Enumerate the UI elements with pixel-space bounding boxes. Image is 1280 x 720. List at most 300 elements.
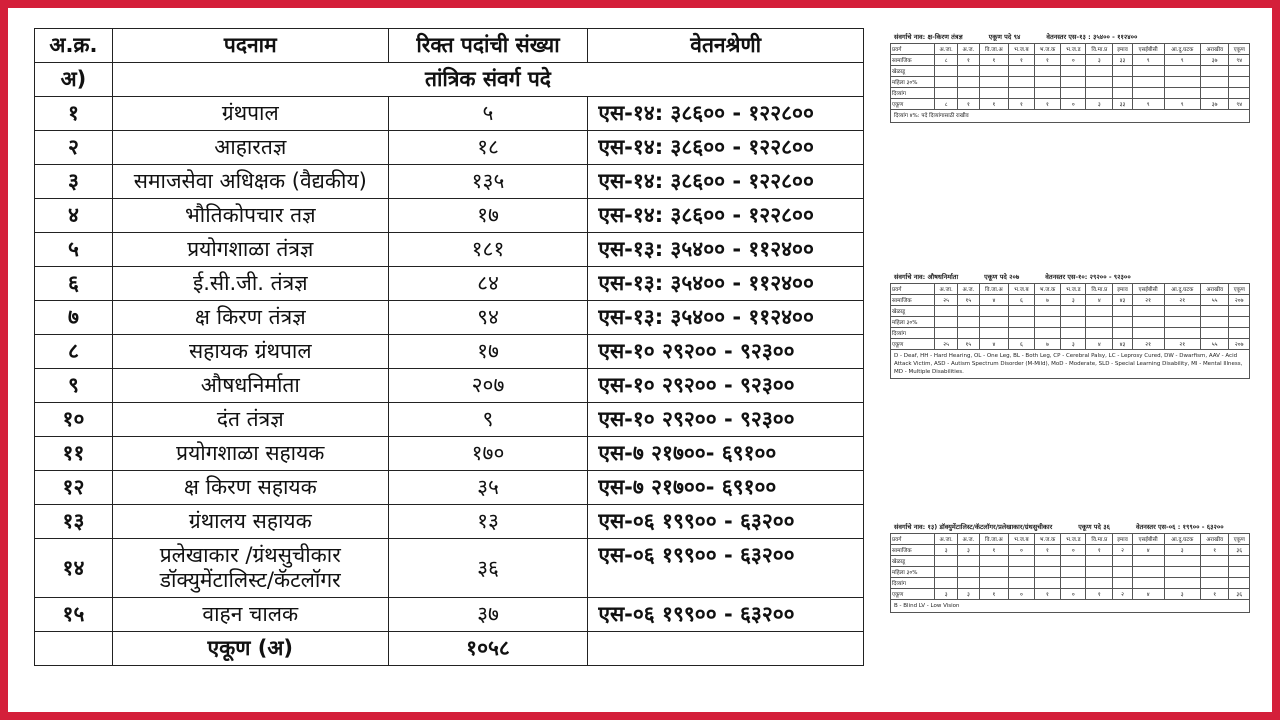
doc-header-text: संवर्गाचे नाव: औषधनिर्माता: [894, 273, 959, 281]
reservation-row: [891, 556, 1250, 567]
reservation-cell: ९: [1164, 55, 1200, 66]
reservation-col-header: भ.ज.ड: [1061, 44, 1086, 55]
reservation-cell: [1009, 578, 1034, 589]
reservation-cell: [979, 77, 1009, 88]
reservation-cell: [1229, 556, 1250, 567]
reservation-cell: ३३: [1113, 99, 1132, 110]
serial-number: १२: [35, 471, 113, 505]
reservation-cell: [1034, 578, 1061, 589]
reservation-cell: ४: [979, 339, 1009, 350]
reservation-cell: [1086, 556, 1113, 567]
reservation-cell: [935, 567, 958, 578]
post-name: [112, 199, 388, 233]
reservation-cell: खेळाडू: [891, 306, 935, 317]
reservation-cell: [1132, 567, 1164, 578]
post-name-line: ग्रंथालय सहायक: [188, 509, 312, 533]
reservation-cell: खेळाडू: [891, 556, 935, 567]
reservation-cell: १: [979, 589, 1009, 600]
reservation-col-header: प्रवर्ग: [891, 534, 935, 545]
post-name-line: दंत तंत्रज्ञ: [216, 407, 284, 431]
reservation-cell: [1229, 317, 1250, 328]
serial-number: ३: [35, 165, 113, 199]
reservation-cell: [958, 556, 979, 567]
vacancy-count: १३: [388, 505, 588, 539]
serial-number: २: [35, 131, 113, 165]
reservation-cell: [935, 328, 958, 339]
reservation-cell: ३६: [1229, 545, 1250, 556]
reservation-table: [890, 43, 1250, 110]
pay-scale: एस-१४: ३८६०० - १२२८००: [588, 165, 864, 199]
reservation-cell: [1132, 88, 1164, 99]
reservation-col-header: एसईबीसी: [1132, 44, 1164, 55]
reservation-col-header: अ.जा.: [935, 534, 958, 545]
vacancy-count: ३५: [388, 471, 588, 505]
reservation-cell: [1132, 66, 1164, 77]
serial-number: ६: [35, 267, 113, 301]
reservation-cell: [1200, 88, 1229, 99]
reservation-cell: [1009, 317, 1034, 328]
reservation-col-header: वि.जा.अ: [979, 534, 1009, 545]
reservation-cell: ९: [1132, 99, 1164, 110]
reservation-cell: [1061, 578, 1086, 589]
reservation-cell: [1034, 66, 1061, 77]
post-name: [112, 131, 388, 165]
reservation-cell: २१: [1132, 295, 1164, 306]
reservation-cell: [1061, 306, 1086, 317]
reservation-cell: ६: [1009, 295, 1034, 306]
reservation-cell: महिला ३०%: [891, 317, 935, 328]
vacancy-count: १७०: [388, 437, 588, 471]
reservation-cell: [1086, 328, 1113, 339]
reservation-cell: एकूण: [891, 99, 935, 110]
reservation-col-header: इमाव: [1113, 534, 1132, 545]
reservation-cell: [1086, 66, 1113, 77]
doc-header: [890, 30, 1250, 43]
post-name: [112, 233, 388, 267]
doc-header-text: एकूण पदे ९४: [988, 33, 1021, 41]
reservation-cell: [1009, 306, 1034, 317]
reservation-cell: ०: [1061, 589, 1086, 600]
reservation-cell: [1200, 317, 1229, 328]
reservation-col-header: भ.ज.ब: [1009, 534, 1034, 545]
reservation-cell: [1061, 77, 1086, 88]
doc-note: दिव्यांग ४%: पदे दिव्यांगासाठी राखीव: [890, 110, 1250, 123]
doc-header-text: एकूण पदे २०७: [984, 273, 1020, 281]
reservation-cell: [1061, 66, 1086, 77]
reservation-col-header: एसईबीसी: [1132, 284, 1164, 295]
reservation-cell: [1229, 578, 1250, 589]
pay-scale: एस-१३: ३५४०० - ११२४००: [588, 267, 864, 301]
reservation-cell: [1113, 578, 1132, 589]
reservation-cell: [1061, 567, 1086, 578]
doc-header-text: वेतनस्तर एस-१३ : ३५४०० - ११२४००: [1046, 33, 1138, 41]
reservation-cell: [935, 317, 958, 328]
reservation-cell: [1009, 567, 1034, 578]
table-row: [35, 403, 864, 437]
reservation-col-header: अराखीव: [1200, 534, 1229, 545]
doc-header-text: वेतनस्तर एस-१०: २९२०० - ९२३००: [1045, 273, 1131, 281]
post-name-line: क्ष किरण तंत्रज्ञ: [194, 305, 306, 329]
reservation-cell: [1113, 66, 1132, 77]
doc-header-text: एकूण पदे ३६: [1078, 523, 1110, 531]
reservation-row: [891, 55, 1250, 66]
pay-scale: एस-०६ १९९०० - ६३२००: [588, 505, 864, 539]
table-row: [35, 199, 864, 233]
reservation-cell: ३: [935, 545, 958, 556]
reservation-cell: [1113, 88, 1132, 99]
post-name: [112, 403, 388, 437]
reservation-cell: [1164, 578, 1200, 589]
serial-number: १०: [35, 403, 113, 437]
post-name: [112, 301, 388, 335]
reservation-cell: १: [1034, 55, 1061, 66]
reservation-cell: [1200, 567, 1229, 578]
reservation-cell: २: [1113, 589, 1132, 600]
reservation-col-header: भ.ज.ब: [1009, 284, 1034, 295]
reservation-row: [891, 88, 1250, 99]
reservation-col-header: भ.ज.ड: [1061, 534, 1086, 545]
vacancy-count: ९४: [388, 301, 588, 335]
col-header-vacancies: रिक्त पदांची संख्या: [388, 29, 588, 63]
total-blank: [35, 632, 113, 666]
reservation-cell: दिव्यांग: [891, 88, 935, 99]
table-row: [35, 335, 864, 369]
reservation-cell: २०७: [1229, 295, 1250, 306]
pay-scale: एस-१० २९२०० - ९२३००: [588, 335, 864, 369]
post-name-line: वाहन चालक: [202, 602, 299, 626]
reservation-row: [891, 306, 1250, 317]
reservation-col-header: आ.दु.घटक: [1164, 534, 1200, 545]
post-name-line: ई.सी.जी. तंत्रज्ञ: [192, 271, 308, 295]
reservation-cell: ०: [1061, 99, 1086, 110]
reservation-cell: २५: [935, 339, 958, 350]
pay-scale: एस-१० २९२०० - ९२३००: [588, 403, 864, 437]
reservation-cell: १: [958, 55, 979, 66]
reservation-cell: [1009, 77, 1034, 88]
reservation-col-header: अ.ज.: [958, 44, 979, 55]
vacancy-count: १८१: [388, 233, 588, 267]
reservation-col-header: अ.जा.: [935, 284, 958, 295]
reservation-cell: [1061, 317, 1086, 328]
reservation-cell: [1086, 88, 1113, 99]
reservation-cell: ३: [958, 589, 979, 600]
reservation-cell: [935, 306, 958, 317]
post-name: [112, 539, 388, 598]
reservation-cell: सामाजिक: [891, 545, 935, 556]
reservation-cell: ४: [1132, 589, 1164, 600]
pay-scale: एस-१४: ३८६०० - १२२८००: [588, 131, 864, 165]
post-name-line: आहारतज्ञ: [214, 135, 287, 159]
header-row: [35, 29, 864, 63]
reservation-cell: [1200, 66, 1229, 77]
reservation-cell: १: [1086, 545, 1113, 556]
serial-number: १३: [35, 505, 113, 539]
reservation-cell: [1164, 556, 1200, 567]
reservation-cell: [1034, 77, 1061, 88]
reservation-cell: ५५: [1200, 339, 1229, 350]
serial-number: ४: [35, 199, 113, 233]
reservation-cell: ३: [1086, 55, 1113, 66]
reservation-cell: ०: [1061, 545, 1086, 556]
doc-header-text: वेतनस्तर एस-०६ : १९९०० - ६३२००: [1135, 523, 1224, 531]
serial-number: १५: [35, 598, 113, 632]
reservation-cell: ९: [1132, 55, 1164, 66]
post-name: [112, 97, 388, 131]
reservation-col-header: वि.जा.अ: [979, 44, 1009, 55]
reservation-cell: [979, 66, 1009, 77]
reservation-cell: ३: [958, 545, 979, 556]
reservation-col-header: वि.मा.प्र: [1086, 44, 1113, 55]
reservation-cell: [1132, 556, 1164, 567]
post-name: [112, 335, 388, 369]
reservation-cell: ४: [1132, 545, 1164, 556]
reservation-row: [891, 328, 1250, 339]
reservation-cell: १: [1009, 99, 1034, 110]
reservation-row: [891, 77, 1250, 88]
reservation-col-header: एकूण: [1229, 44, 1250, 55]
reservation-cell: २०७: [1229, 339, 1250, 350]
reservation-cell: [958, 66, 979, 77]
reservation-cell: [1113, 556, 1132, 567]
reservation-cell: [1164, 66, 1200, 77]
reservation-col-header: भ.ज.क: [1034, 534, 1061, 545]
reservation-cell: [1061, 556, 1086, 567]
reservation-cell: [1086, 578, 1113, 589]
reservation-cell: ८: [935, 99, 958, 110]
reservation-col-header: वि.मा.प्र: [1086, 284, 1113, 295]
pay-scale: एस-१४: ३८६०० - १२२८००: [588, 199, 864, 233]
reservation-cell: [979, 567, 1009, 578]
reservation-cell: ३३: [1113, 55, 1132, 66]
reservation-cell: [1164, 567, 1200, 578]
reservation-cell: ८: [935, 55, 958, 66]
pay-scale: एस-१३: ३५४०० - ११२४००: [588, 301, 864, 335]
reservation-cell: ५५: [1200, 295, 1229, 306]
pay-scale: एस-७ २१७००- ६९१००: [588, 437, 864, 471]
reservation-cell: ६: [1009, 339, 1034, 350]
doc-note: B - Blind LV - Low Vision: [890, 600, 1250, 613]
pay-scale: एस-७ २१७००- ६९१००: [588, 471, 864, 505]
reservation-cell: [958, 77, 979, 88]
reservation-col-header: प्रवर्ग: [891, 284, 935, 295]
reservation-cell: सामाजिक: [891, 295, 935, 306]
reservation-cell: [958, 88, 979, 99]
reservation-cell: [979, 317, 1009, 328]
post-name-line: क्ष किरण सहायक: [183, 475, 317, 499]
reservation-cell: [979, 88, 1009, 99]
doc-note: D - Deaf, HH - Hard Hearing, OL - One Leg, BL - Both Leg, CP - Cerebral Palsy, LC - Leprosy Cured, DW - Dwarfism, AAV - Acid Attack Victim, ASD - Autism Spectrum Disorder (M-Mild), MoD - Moderate, SLD - Special Learning Disability, MI - Mental Illness, MD - Multiple Disabilities.: [890, 350, 1250, 379]
post-name-line: प्रयोगशाळा तंत्रज्ञ: [187, 237, 314, 261]
table-row: [35, 233, 864, 267]
serial-number: १: [35, 97, 113, 131]
vacancy-count: ५: [388, 97, 588, 131]
reservation-cell: [1034, 88, 1061, 99]
post-name: [112, 471, 388, 505]
reservation-cell: एकूण: [891, 589, 935, 600]
reservation-cell: १: [1200, 589, 1229, 600]
reservation-cell: १: [1034, 589, 1061, 600]
reservation-cell: [958, 328, 979, 339]
reservation-col-header: वि.मा.प्र: [1086, 534, 1113, 545]
reservation-cell: महिला ३०%: [891, 567, 935, 578]
reservation-table: [890, 533, 1250, 600]
reservation-cell: [1132, 328, 1164, 339]
reservation-cell: [1034, 556, 1061, 567]
reservation-col-header: भ.ज.ड: [1061, 284, 1086, 295]
reservation-cell: [1009, 328, 1034, 339]
reservation-cell: [1113, 567, 1132, 578]
section-title: तांत्रिक संवर्ग पदे: [112, 63, 863, 97]
table-row: [35, 598, 864, 632]
table-row: [35, 369, 864, 403]
reservation-cell: ७: [1034, 339, 1061, 350]
reservation-cell: [1132, 317, 1164, 328]
reservation-col-header: वि.जा.अ: [979, 284, 1009, 295]
reservation-cell: ९४: [1229, 55, 1250, 66]
reservation-cell: [935, 77, 958, 88]
post-name: [112, 267, 388, 301]
reservation-cell: ३: [935, 589, 958, 600]
serial-number: ८: [35, 335, 113, 369]
reservation-col-header: अ.ज.: [958, 534, 979, 545]
reservation-cell: ३६: [1229, 589, 1250, 600]
reservation-cell: ३: [1164, 589, 1200, 600]
reservation-table: [890, 283, 1250, 350]
vacancy-count: ९: [388, 403, 588, 437]
total-row: [35, 632, 864, 666]
reservation-cell: २: [1113, 545, 1132, 556]
reservation-cell: १: [1009, 55, 1034, 66]
serial-number: १४: [35, 539, 113, 598]
reservation-cell: [1200, 578, 1229, 589]
reservation-col-header: इमाव: [1113, 44, 1132, 55]
reservation-cell: [935, 578, 958, 589]
reservation-cell: २१: [1132, 339, 1164, 350]
pay-scale: एस-१४: ३८६०० - १२२८००: [588, 97, 864, 131]
post-name-line: भौतिकोपचार तज्ञ: [185, 203, 316, 227]
reservation-col-header: एकूण: [1229, 284, 1250, 295]
reservation-cell: ३: [1061, 295, 1086, 306]
reservation-cell: [935, 88, 958, 99]
reservation-doc: [890, 270, 1250, 379]
serial-number: ९: [35, 369, 113, 403]
reservation-col-header: प्रवर्ग: [891, 44, 935, 55]
reservation-row: [891, 589, 1250, 600]
pay-scale: एस-०६ १९९०० - ६३२००: [588, 539, 864, 598]
col-header-post: पदनाम: [112, 29, 388, 63]
reservation-row: [891, 578, 1250, 589]
reservation-row: [891, 567, 1250, 578]
reservation-row: [891, 99, 1250, 110]
reservation-cell: ४: [1086, 339, 1113, 350]
reservation-cell: १: [979, 545, 1009, 556]
reservation-cell: ४: [1086, 295, 1113, 306]
doc-header: [890, 520, 1250, 533]
reservation-cell: दिव्यांग: [891, 578, 935, 589]
table-row: [35, 471, 864, 505]
reservation-doc: [890, 30, 1250, 123]
vacancy-count: ३६: [388, 539, 588, 598]
reservation-cell: ९: [1164, 99, 1200, 110]
reservation-cell: [979, 328, 1009, 339]
total-label: एकूण (अ): [112, 632, 388, 666]
reservation-cell: [979, 306, 1009, 317]
reservation-col-header: भ.ज.ब: [1009, 44, 1034, 55]
reservation-cell: [1164, 306, 1200, 317]
reservation-cell: १५: [958, 295, 979, 306]
vacancy-count: १७: [388, 335, 588, 369]
reservation-col-header: अ.जा.: [935, 44, 958, 55]
reservation-cell: [1229, 66, 1250, 77]
reservation-cell: [1229, 567, 1250, 578]
reservation-cell: [1113, 317, 1132, 328]
table-row: [35, 437, 864, 471]
reservation-cell: ३: [1164, 545, 1200, 556]
reservation-col-header: भ.ज.क: [1034, 284, 1061, 295]
reservation-cell: १: [1034, 545, 1061, 556]
document-canvas: [8, 8, 1272, 712]
reservation-cell: ९४: [1229, 99, 1250, 110]
total-blank: [588, 632, 864, 666]
reservation-col-header: एसईबीसी: [1132, 534, 1164, 545]
reservation-cell: १: [1034, 99, 1061, 110]
vacancy-count: ८४: [388, 267, 588, 301]
reservation-cell: ०: [1009, 589, 1034, 600]
reservation-cell: १: [979, 99, 1009, 110]
reservation-cell: [1009, 66, 1034, 77]
serial-number: ५: [35, 233, 113, 267]
reservation-cell: [958, 317, 979, 328]
vacancy-count: १७: [388, 199, 588, 233]
reservation-cell: [1200, 328, 1229, 339]
reservation-cell: [1229, 77, 1250, 88]
reservation-row: [891, 317, 1250, 328]
vacancy-count: १३५: [388, 165, 588, 199]
reservation-doc: [890, 520, 1250, 613]
table-row: [35, 131, 864, 165]
section-row: [35, 63, 864, 97]
reservation-cell: [958, 567, 979, 578]
vacancy-count: १८: [388, 131, 588, 165]
reservation-cell: ३: [1086, 99, 1113, 110]
reservation-cell: एकूण: [891, 339, 935, 350]
post-name-line: सहायक ग्रंथपाल: [188, 339, 312, 363]
reservation-cell: [1009, 88, 1034, 99]
vacancy-count: २०७: [388, 369, 588, 403]
reservation-cell: [1113, 306, 1132, 317]
reservation-cell: १: [1086, 589, 1113, 600]
reservation-cell: [935, 556, 958, 567]
reservation-cell: [1034, 306, 1061, 317]
reservation-cell: [1132, 77, 1164, 88]
reservation-cell: ०: [1061, 55, 1086, 66]
reservation-cell: [1034, 567, 1061, 578]
reservation-cell: [1113, 328, 1132, 339]
reservation-cell: [1086, 317, 1113, 328]
reservation-cell: ४३: [1113, 339, 1132, 350]
col-header-payscale: वेतनश्रेणी: [588, 29, 864, 63]
reservation-cell: [979, 556, 1009, 567]
reservation-cell: महिला ३०%: [891, 77, 935, 88]
reservation-cell: [1086, 306, 1113, 317]
reservation-cell: ७: [1034, 295, 1061, 306]
post-name-line: प्रलेखाकार /ग्रंथसुचीकार: [159, 543, 341, 567]
reservation-cell: १: [979, 55, 1009, 66]
reservation-cell: [1200, 77, 1229, 88]
reservation-cell: [1113, 77, 1132, 88]
post-name-line: ग्रंथपाल: [221, 101, 279, 125]
serial-number: ११: [35, 437, 113, 471]
